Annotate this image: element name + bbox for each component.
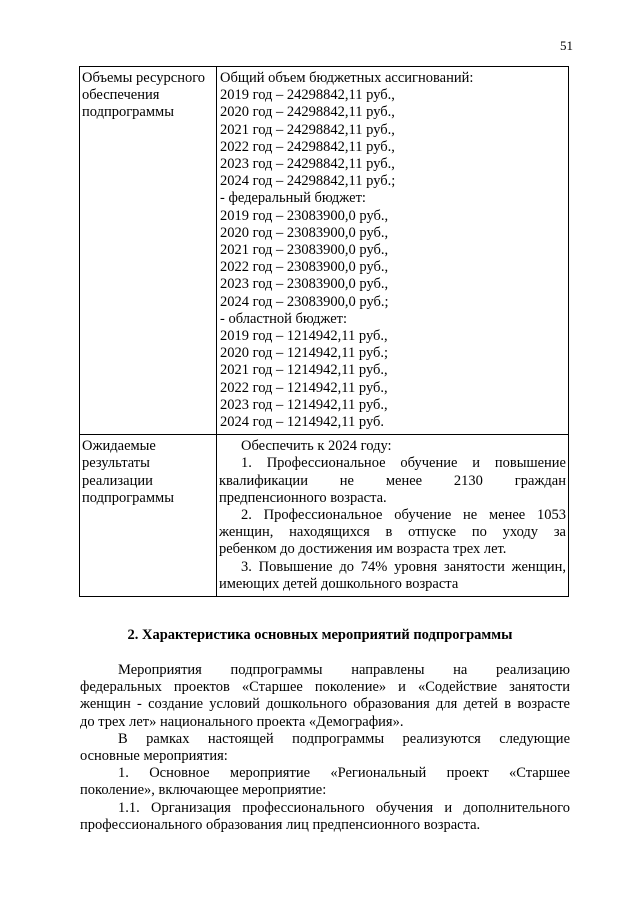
row-label-resources (80, 67, 217, 435)
table-row-resources (80, 67, 569, 435)
paragraph-line: федеральных проектов «Старшее поколение» и «Содействие занятости (80, 679, 570, 696)
funding-line: 2023 год – 1214942,11 руб., (220, 396, 388, 413)
paragraph-line: поколение», включающее мероприятие: (80, 782, 327, 799)
label-line: Объемы ресурсного (82, 70, 206, 86)
label-line: подпрограммы (82, 104, 174, 121)
funding-line: 2023 год – 24298842,11 руб., (220, 156, 395, 173)
paragraph-line: 1.1. Организация профессионального обучения и дополнительного (118, 799, 570, 816)
paragraph-line: женщин - создание условий дошкольного образования для детей в возрасте (80, 696, 570, 713)
label-line: Ожидаемые (82, 438, 156, 455)
paragraph-line: В рамках настоящей подпрограммы реализуются следующие (118, 730, 570, 747)
funding-line: 2023 год – 23083900,0 руб., (220, 276, 389, 293)
paragraph-line: профессионального образования лиц предпенсионного возраста. (80, 816, 481, 833)
result-line: ребенком до достижения им возраста трех лет. (219, 541, 507, 558)
label-line: реализации (82, 472, 153, 489)
row-label-results (80, 435, 217, 597)
paragraph-line: Мероприятия подпрограммы направлены на реализацию (118, 662, 570, 678)
result-line: 3. Повышение до 74% уровня занятости женщин, (241, 558, 566, 575)
result-line: квалификации не менее 2130 граждан (219, 472, 566, 489)
table-row-results (80, 435, 569, 597)
label-line: обеспечения (82, 87, 160, 104)
funding-line: 2019 год – 24298842,11 руб., (220, 87, 395, 104)
funding-line: - федеральный бюджет: (220, 190, 366, 207)
funding-line: 2021 год – 1214942,11 руб., (220, 362, 388, 379)
result-line: имеющих детей дошкольного возраста (219, 575, 459, 592)
funding-line: 2021 год – 23083900,0 руб., (220, 242, 389, 259)
funding-line: 2022 год – 24298842,11 руб., (220, 138, 395, 155)
label-line: результаты (82, 455, 150, 472)
row-content-resources (217, 67, 569, 435)
funding-line: - областной бюджет: (220, 310, 348, 327)
funding-line: 2019 год – 23083900,0 руб., (220, 207, 389, 224)
funding-line: 2024 год – 23083900,0 руб.; (220, 293, 389, 310)
funding-line: 2024 год – 1214942,11 руб. (220, 414, 385, 431)
result-line: 2. Профессиональное обучение не менее 1053 (241, 507, 566, 524)
result-line: предпенсионного возраста. (219, 489, 387, 506)
funding-line: 2022 год – 23083900,0 руб., (220, 259, 389, 276)
funding-line: 2022 год – 1214942,11 руб., (220, 379, 388, 396)
funding-line: 2019 год – 1214942,11 руб., (220, 328, 388, 345)
paragraph-line: до трех лет» национального проекта «Демография». (80, 713, 404, 730)
funding-line: 2020 год – 24298842,11 руб., (220, 104, 395, 121)
page-number: 51 (560, 38, 573, 53)
result-line: женщин, находящихся в отпуске по уходу за (219, 524, 566, 541)
paragraph-line: 1. Основное мероприятие «Региональный проект «Старшее (118, 765, 570, 782)
results-intro: Обеспечить к 2024 году: (241, 438, 392, 455)
funding-line: 2020 год – 23083900,0 руб., (220, 224, 389, 241)
resource-table (79, 66, 569, 597)
body-text (80, 662, 570, 834)
funding-line: Общий объем бюджетных ассигнований: (220, 70, 474, 86)
funding-line: 2021 год – 24298842,11 руб., (220, 121, 395, 138)
row-content-results (217, 435, 569, 597)
result-line: 1. Профессиональное обучение и повышение (241, 455, 566, 472)
section-heading: 2. Характеристика основных мероприятий подпрограммы (127, 627, 513, 643)
label-line: подпрограммы (82, 489, 174, 506)
paragraph-line: основные мероприятия: (80, 748, 228, 765)
funding-line: 2020 год – 1214942,11 руб.; (220, 345, 389, 362)
funding-line: 2024 год – 24298842,11 руб.; (220, 173, 396, 190)
